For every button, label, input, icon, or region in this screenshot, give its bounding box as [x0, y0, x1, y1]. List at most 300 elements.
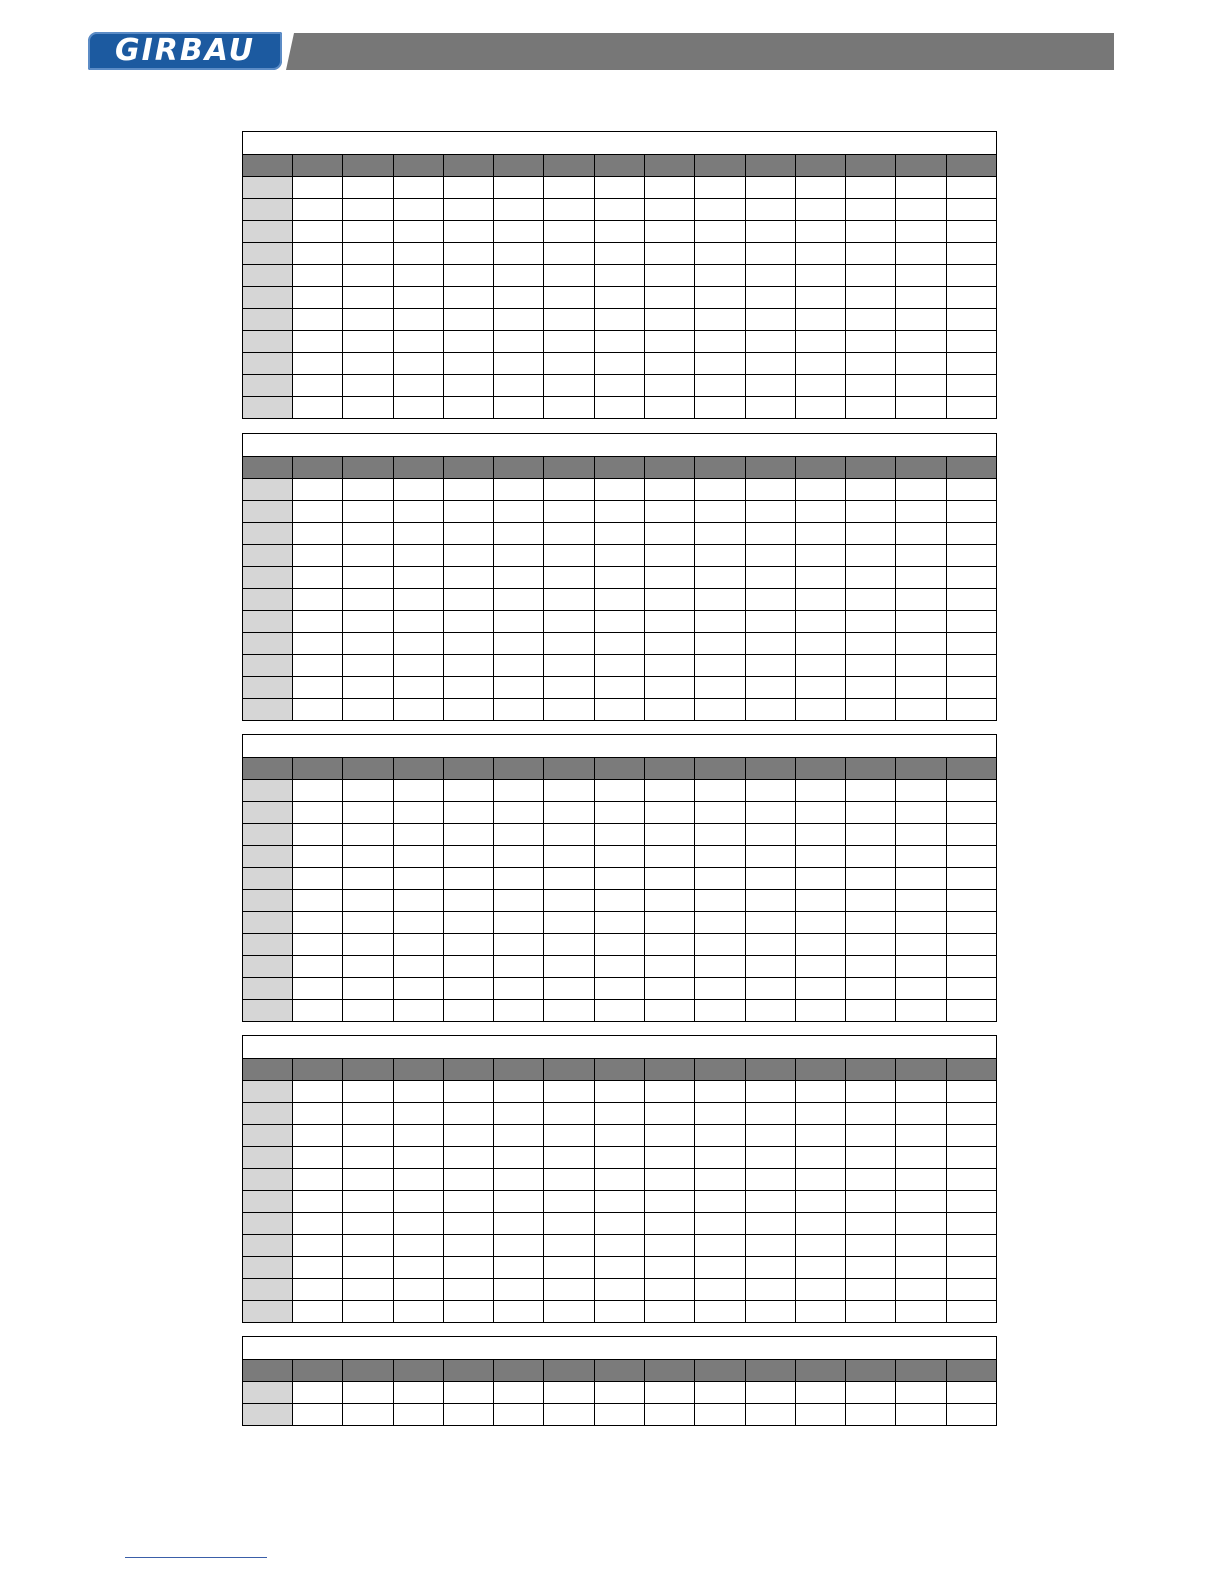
table-cell [795, 545, 845, 567]
table-cell [293, 1301, 343, 1323]
table-cell [393, 397, 443, 419]
table-cell [695, 567, 745, 589]
table-cell [795, 912, 845, 934]
table-cell [494, 589, 544, 611]
table-cell [644, 397, 694, 419]
table-cell [896, 523, 946, 545]
table-cell [343, 1191, 393, 1213]
table-header-row [243, 155, 997, 177]
table-cell [896, 1103, 946, 1125]
table-cell [343, 868, 393, 890]
table-cell [343, 1382, 393, 1404]
table-cell [293, 1404, 343, 1426]
table-cell [443, 375, 493, 397]
table-cell [745, 265, 795, 287]
table-cell [443, 1103, 493, 1125]
table-cell [544, 501, 594, 523]
table-cell [946, 397, 996, 419]
row-label-cell [243, 780, 293, 802]
table-cell [896, 309, 946, 331]
table-cell [795, 243, 845, 265]
table-cell [494, 177, 544, 199]
table-cell [594, 199, 644, 221]
table-cell [443, 1169, 493, 1191]
table-cell [644, 1404, 694, 1426]
table-row [243, 1301, 997, 1323]
table-cell [343, 699, 393, 721]
table-cell [443, 824, 493, 846]
table-cell [293, 353, 343, 375]
table-cell [846, 177, 896, 199]
table-cell [795, 177, 845, 199]
table-cell [745, 1081, 795, 1103]
header-cell [443, 457, 493, 479]
table-cell [896, 1301, 946, 1323]
table-cell [594, 1301, 644, 1323]
table-cell [795, 1235, 845, 1257]
table-cell [695, 890, 745, 912]
row-label-cell [243, 523, 293, 545]
table-cell [795, 846, 845, 868]
table-cell [644, 611, 694, 633]
table-cell [946, 287, 996, 309]
table-cell [494, 1257, 544, 1279]
table-cell [896, 375, 946, 397]
table-cell [544, 523, 594, 545]
table-cell [896, 890, 946, 912]
table-cell [795, 1169, 845, 1191]
table-cell [293, 1213, 343, 1235]
table-cell [293, 1103, 343, 1125]
table-cell [695, 868, 745, 890]
table-cell [393, 1191, 443, 1213]
header-cell [594, 758, 644, 780]
header-cell [393, 758, 443, 780]
table-cell [293, 912, 343, 934]
table-cell [293, 545, 343, 567]
table-cell [846, 545, 896, 567]
table-row [243, 956, 997, 978]
table-cell [795, 956, 845, 978]
row-label-cell [243, 1404, 293, 1426]
table-cell [293, 846, 343, 868]
table-cell [644, 1081, 694, 1103]
table-cell [594, 287, 644, 309]
table-cell [896, 567, 946, 589]
header-cell [846, 1360, 896, 1382]
header-cell [393, 1059, 443, 1081]
row-label-cell [243, 699, 293, 721]
table-cell [343, 611, 393, 633]
header-cell [544, 1360, 594, 1382]
table-cell [946, 934, 996, 956]
table-cell [946, 1169, 996, 1191]
header-cell [494, 1059, 544, 1081]
table-cell [544, 868, 594, 890]
table-cell [343, 1301, 393, 1323]
table-cell [946, 501, 996, 523]
table-cell [946, 611, 996, 633]
header-cell [745, 758, 795, 780]
row-label-cell [243, 802, 293, 824]
table-cell [946, 956, 996, 978]
table-cell [795, 1147, 845, 1169]
row-label-cell [243, 589, 293, 611]
table-cell [494, 331, 544, 353]
table-cell [544, 243, 594, 265]
table-cell [644, 1382, 694, 1404]
table-cell [795, 868, 845, 890]
header-cell [494, 1360, 544, 1382]
grid-table-1 [242, 131, 996, 419]
grid-table [242, 1035, 997, 1323]
table-cell [494, 199, 544, 221]
table-cell [393, 912, 443, 934]
table-cell [896, 1191, 946, 1213]
table-cell [594, 589, 644, 611]
table-cell [695, 846, 745, 868]
header-cell [896, 1059, 946, 1081]
table-cell [695, 523, 745, 545]
header-cell [343, 758, 393, 780]
table-row [243, 221, 997, 243]
table-cell [343, 177, 393, 199]
table-cell [644, 824, 694, 846]
table-cell [393, 567, 443, 589]
header-cell [896, 155, 946, 177]
table-cell [695, 1235, 745, 1257]
table-row [243, 1125, 997, 1147]
table-cell [745, 1382, 795, 1404]
header-cell [896, 758, 946, 780]
table-cell [393, 199, 443, 221]
table-title-row [243, 1337, 997, 1360]
table-cell [896, 221, 946, 243]
table-cell [846, 1404, 896, 1426]
table-cell [343, 912, 393, 934]
table-cell [393, 375, 443, 397]
table-cell [393, 934, 443, 956]
table-cell [594, 655, 644, 677]
table-cell [393, 633, 443, 655]
table-cell [745, 633, 795, 655]
table-cell [846, 1103, 896, 1125]
header-cell [343, 457, 393, 479]
row-label-cell [243, 677, 293, 699]
table-cell [695, 1169, 745, 1191]
table-cell [343, 1000, 393, 1022]
table-cell [293, 1235, 343, 1257]
table-cell [293, 655, 343, 677]
table-cell [544, 846, 594, 868]
table-cell [946, 780, 996, 802]
table-cell [594, 265, 644, 287]
table-cell [494, 221, 544, 243]
table-cell [846, 265, 896, 287]
table-cell [443, 699, 493, 721]
table-cell [544, 199, 594, 221]
table-cell [644, 978, 694, 1000]
table-cell [695, 677, 745, 699]
table-cell [293, 1147, 343, 1169]
table-cell [795, 287, 845, 309]
table-cell [946, 677, 996, 699]
table-cell [594, 221, 644, 243]
table-cell [644, 199, 694, 221]
header-cell [795, 457, 845, 479]
table-cell [745, 699, 795, 721]
table-cell [695, 1301, 745, 1323]
table-cell [494, 501, 544, 523]
table-cell [544, 545, 594, 567]
table-cell [745, 1000, 795, 1022]
table-row [243, 177, 997, 199]
table-cell [795, 1279, 845, 1301]
table-cell [293, 265, 343, 287]
header-cell [846, 457, 896, 479]
table-cell [544, 655, 594, 677]
table-cell [443, 545, 493, 567]
row-label-cell [243, 1213, 293, 1235]
table-cell [443, 1213, 493, 1235]
table-header-row [243, 1059, 997, 1081]
header-cell [243, 758, 293, 780]
table-row [243, 1081, 997, 1103]
table-cell [695, 956, 745, 978]
table-cell [846, 780, 896, 802]
table-cell [896, 1279, 946, 1301]
table-cell [846, 199, 896, 221]
row-label-cell [243, 611, 293, 633]
table-cell [946, 633, 996, 655]
table-cell [795, 1382, 845, 1404]
table-cell [594, 1279, 644, 1301]
table-cell [896, 353, 946, 375]
table-cell [443, 1279, 493, 1301]
table-cell [443, 611, 493, 633]
table-row [243, 699, 997, 721]
table-cell [393, 1235, 443, 1257]
table-cell [896, 545, 946, 567]
table-cell [695, 397, 745, 419]
header-cell [393, 1360, 443, 1382]
table-cell [795, 309, 845, 331]
table-cell [946, 243, 996, 265]
row-label-cell [243, 824, 293, 846]
table-cell [846, 523, 896, 545]
table-cell [594, 1169, 644, 1191]
grid-table [242, 433, 997, 721]
table-row [243, 331, 997, 353]
table-cell [443, 177, 493, 199]
header-cell [745, 1059, 795, 1081]
table-cell [644, 265, 694, 287]
table-cell [343, 501, 393, 523]
table-cell [695, 243, 745, 265]
table-cell [846, 501, 896, 523]
table-cell [343, 243, 393, 265]
row-label-cell [243, 501, 293, 523]
row-label-cell [243, 1000, 293, 1022]
table-cell [293, 1191, 343, 1213]
header-cell [594, 155, 644, 177]
table-cell [293, 567, 343, 589]
table-cell [695, 199, 745, 221]
table-cell [896, 802, 946, 824]
table-cell [896, 243, 946, 265]
table-cell [293, 589, 343, 611]
header-cell [494, 155, 544, 177]
table-cell [393, 589, 443, 611]
table-row [243, 611, 997, 633]
table-title-cell [243, 1337, 997, 1360]
table-cell [443, 1000, 493, 1022]
row-label-cell [243, 846, 293, 868]
table-cell [494, 1404, 544, 1426]
table-cell [544, 824, 594, 846]
header-cell [293, 758, 343, 780]
table-row [243, 199, 997, 221]
table-cell [393, 846, 443, 868]
table-cell [846, 331, 896, 353]
table-row [243, 1382, 997, 1404]
table-cell [494, 243, 544, 265]
table-cell [846, 1213, 896, 1235]
table-cell [443, 309, 493, 331]
table-cell [795, 611, 845, 633]
table-cell [896, 589, 946, 611]
table-cell [544, 1169, 594, 1191]
table-cell [896, 1213, 946, 1235]
table-title-cell [243, 735, 997, 758]
table-cell [494, 1191, 544, 1213]
table-cell [594, 479, 644, 501]
table-cell [745, 199, 795, 221]
row-label-cell [243, 331, 293, 353]
header-cell [946, 1059, 996, 1081]
table-cell [343, 934, 393, 956]
table-row [243, 890, 997, 912]
table-cell [846, 846, 896, 868]
row-label-cell [243, 956, 293, 978]
table-cell [494, 1103, 544, 1125]
header-cell [544, 457, 594, 479]
table-row [243, 802, 997, 824]
header-cell [393, 457, 443, 479]
grid-table-3 [242, 734, 996, 1022]
table-cell [293, 956, 343, 978]
table-cell [293, 677, 343, 699]
table-cell [745, 978, 795, 1000]
header-cell [243, 1059, 293, 1081]
table-cell [644, 1279, 694, 1301]
table-cell [846, 309, 896, 331]
table-cell [293, 397, 343, 419]
table-cell [594, 309, 644, 331]
table-row [243, 934, 997, 956]
table-title-row [243, 434, 997, 457]
table-cell [594, 1147, 644, 1169]
table-cell [594, 611, 644, 633]
table-cell [594, 1103, 644, 1125]
table-cell [745, 655, 795, 677]
table-cell [644, 1257, 694, 1279]
table-cell [795, 677, 845, 699]
row-label-cell [243, 868, 293, 890]
header-cell [594, 1360, 644, 1382]
table-cell [544, 1213, 594, 1235]
table-cell [644, 1235, 694, 1257]
table-cell [745, 501, 795, 523]
table-cell [293, 868, 343, 890]
table-cell [443, 1257, 493, 1279]
table-cell [795, 1081, 845, 1103]
table-cell [896, 611, 946, 633]
table-cell [795, 1125, 845, 1147]
table-cell [443, 265, 493, 287]
table-cell [343, 1213, 393, 1235]
table-row [243, 545, 997, 567]
table-cell [293, 824, 343, 846]
table-cell [896, 1147, 946, 1169]
table-cell [795, 567, 845, 589]
table-cell [846, 589, 896, 611]
row-label-cell [243, 177, 293, 199]
table-cell [544, 479, 594, 501]
table-cell [343, 978, 393, 1000]
table-cell [745, 1279, 795, 1301]
table-cell [343, 1103, 393, 1125]
table-cell [745, 287, 795, 309]
table-cell [343, 589, 393, 611]
table-cell [443, 397, 493, 419]
table-cell [393, 1404, 443, 1426]
table-cell [644, 1147, 694, 1169]
table-cell [594, 868, 644, 890]
table-title-row [243, 132, 997, 155]
table-cell [293, 479, 343, 501]
table-cell [544, 353, 594, 375]
header-cell [343, 155, 393, 177]
row-label-cell [243, 1301, 293, 1323]
table-cell [695, 1103, 745, 1125]
table-cell [695, 1000, 745, 1022]
table-cell [946, 1235, 996, 1257]
table-cell [644, 567, 694, 589]
table-cell [795, 934, 845, 956]
table-cell [494, 479, 544, 501]
table-cell [443, 633, 493, 655]
table-cell [946, 1081, 996, 1103]
header-cell [896, 457, 946, 479]
header-cell [946, 1360, 996, 1382]
table-cell [443, 934, 493, 956]
header-cell [695, 1059, 745, 1081]
table-cell [745, 479, 795, 501]
table-cell [544, 331, 594, 353]
table-cell [695, 479, 745, 501]
table-cell [695, 177, 745, 199]
table-cell [946, 265, 996, 287]
table-cell [443, 243, 493, 265]
table-cell [393, 956, 443, 978]
table-cell [644, 1191, 694, 1213]
table-cell [745, 802, 795, 824]
table-cell [494, 1169, 544, 1191]
table-cell [343, 523, 393, 545]
table-cell [544, 1257, 594, 1279]
table-cell [544, 1382, 594, 1404]
